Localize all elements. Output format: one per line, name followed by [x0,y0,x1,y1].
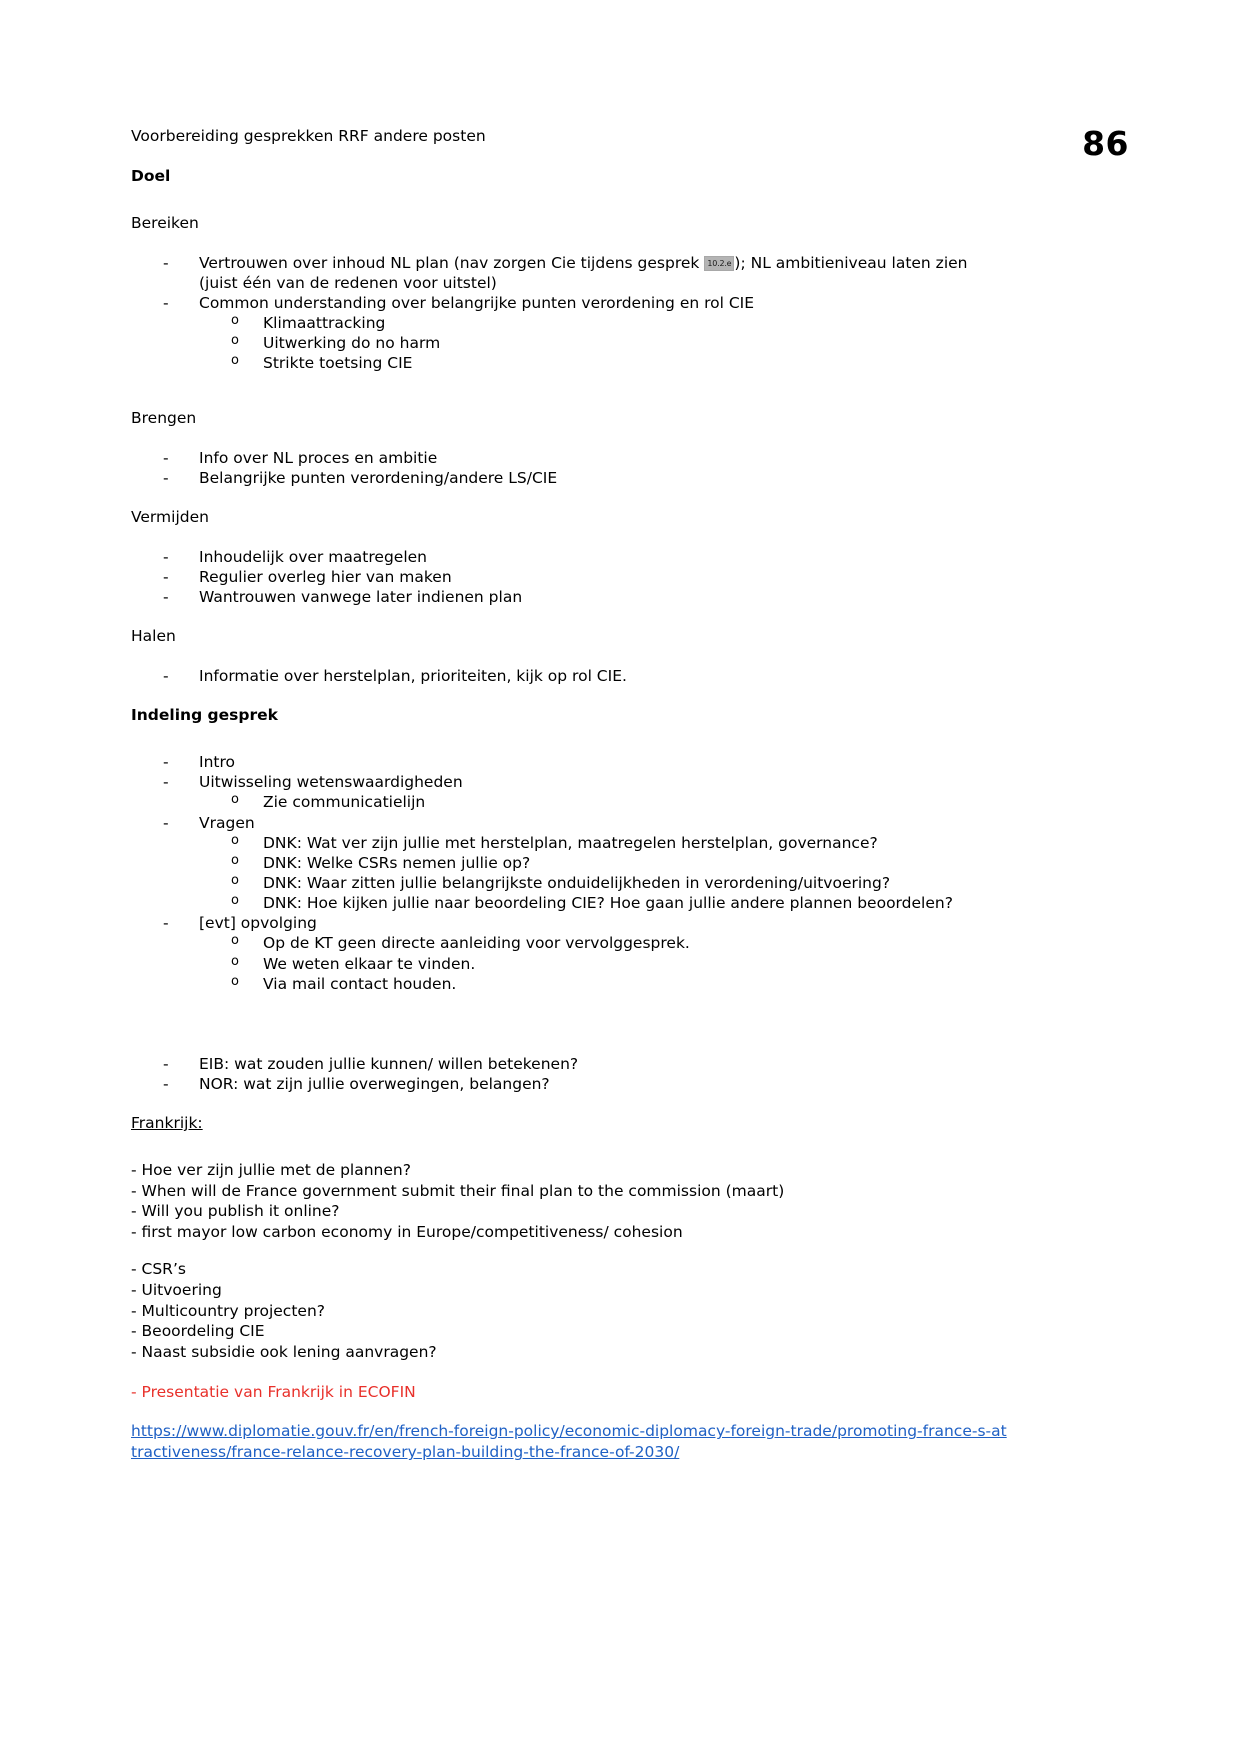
bereiken-sublist [131,313,1011,373]
dash-marker: - [163,667,169,686]
heading-frankrijk: Frankrijk: [131,1114,203,1133]
dash-marker: - [163,448,169,467]
list-item-label: Common understanding over belangrijke punten verordening en rol CIE [199,294,755,313]
list-item [131,792,1011,812]
text-line: - Will you publish it online? [131,1202,340,1221]
dash-marker: - [163,1074,169,1093]
list-item-label: Inhoudelijk over maatregelen [199,547,427,566]
dash-marker: - [163,753,169,772]
list-item [131,873,1011,893]
page-number: 86 [1082,124,1129,163]
list-item [131,587,1011,607]
list-item [131,448,1011,468]
list-item-label: Klimaattracking [263,314,386,333]
label-brengen: Brengen [131,408,197,427]
label-vermijden: Vermijden [131,507,209,526]
list-item-label: DNK: Welke CSRs nemen jullie op? [263,853,531,872]
vragen-sublist [131,833,1011,914]
list-item-label: DNK: Hoe kijken jullie naar beoordeling CIE? Hoe gaan jullie andere plannen beoordelen? [263,894,953,913]
dash-marker: - [163,294,169,313]
dash-marker: - [163,468,169,487]
tail-list [131,1054,1011,1094]
list-item-label: Uitwisseling wetenswaardigheden [199,773,463,792]
uitwisseling-sublist [131,792,1011,812]
vermijden-list [131,547,1011,607]
redaction-box: 10.2.e [704,256,734,271]
text-line: - CSR’s [131,1260,186,1279]
circle-marker: o [231,792,239,808]
text-line: - first mayor low carbon economy in Europe/competitiveness/ cohesion [131,1222,683,1241]
list-item [131,253,1011,293]
heading-doel: Doel [131,166,171,185]
circle-marker: o [231,333,239,349]
indeling-list [131,752,1011,792]
list-item-label: Intro [199,753,235,772]
list-item [131,913,1011,933]
france-recovery-plan-link[interactable]: https://www.diplomatie.gouv.fr/en/french-foreign-policy/economic-diplomacy-foreign-trade/promoting-france-s-attractiveness/france-relance-recovery-plan-building-the-france-of-2030/ [131,1422,1007,1462]
list-item [131,752,1011,772]
list-item [131,772,1011,792]
list-item-label: Belangrijke punten verordening/andere LS/CIE [199,468,558,487]
list-item-label: Strikte toetsing CIE [263,354,413,373]
text-line: - Multicountry projecten? [131,1301,325,1320]
document-body [131,126,1011,1463]
list-item-label: Zie communicatielijn [263,793,426,812]
text-line: - Hoe ver zijn jullie met de plannen? [131,1161,411,1180]
dash-marker: - [163,914,169,933]
text-line: - Uitvoering [131,1281,222,1300]
list-item [131,468,1011,488]
label-halen: Halen [131,627,176,646]
list-item-label: NOR: wat zijn jullie overwegingen, belangen? [199,1074,550,1093]
dash-marker: - [163,588,169,607]
dash-marker: - [163,1054,169,1073]
list-item-label: Uitwerking do no harm [263,334,441,353]
list-item-label: Regulier overleg hier van maken [199,567,452,586]
vragen-list [131,813,1011,833]
text-line: - When will de France government submit their final plan to the commission (maart) [131,1181,785,1200]
frankrijk-block-one [131,1160,1011,1242]
list-item-label: Wantrouwen vanwege later indienen plan [199,588,523,607]
text-line: - Naast subsidie ook lening aanvragen? [131,1342,437,1361]
list-item [131,974,1011,994]
circle-marker: o [231,852,239,868]
circle-marker: o [231,893,239,909]
circle-marker: o [231,313,239,329]
list-item [131,853,1011,873]
list-item [131,893,1011,913]
heading-indeling-gesprek: Indeling gesprek [131,706,278,725]
circle-marker: o [231,832,239,848]
list-item [131,1074,1011,1094]
list-item [131,954,1011,974]
list-item-label-tail: ); NL ambitieniveau laten zien [734,253,968,272]
list-item-label: DNK: Waar zitten jullie belangrijkste onduidelijkheden in verordening/uitvoering? [263,873,891,892]
list-item [131,567,1011,587]
list-item-label: DNK: Wat ver zijn jullie met herstelplan, maatregelen herstelplan, governance? [263,833,878,852]
list-item-label: EIB: wat zouden jullie kunnen/ willen betekenen? [199,1054,579,1073]
list-item [131,833,1011,853]
circle-marker: o [231,953,239,969]
list-item-label: Info over NL proces en ambitie [199,448,438,467]
dash-marker: - [163,773,169,792]
circle-marker: o [231,973,239,989]
list-item [131,313,1011,333]
opvolging-sublist [131,933,1011,993]
bereiken-list [131,253,1011,313]
list-item [131,353,1011,373]
list-item [131,813,1011,833]
list-item [131,293,1011,313]
presentatie-highlight: - Presentatie van Frankrijk in ECOFIN [131,1382,416,1401]
dash-marker: - [163,813,169,832]
brengen-list [131,448,1011,488]
list-item [131,1054,1011,1074]
list-item [131,666,1011,686]
opvolging-list [131,913,1011,933]
circle-marker: o [231,872,239,888]
list-item [131,333,1011,353]
circle-marker: o [231,353,239,369]
frankrijk-block-two [131,1259,1011,1362]
list-item-label: Vragen [199,813,255,832]
list-item-label: [evt] opvolging [199,914,317,933]
list-item-label: Op de KT geen directe aanleiding voor vervolggesprek. [263,934,690,953]
list-item-label: Vertrouwen over inhoud NL plan (nav zorgen Cie tijdens gesprek [199,253,705,272]
halen-list [131,666,1011,686]
dash-marker: - [163,567,169,586]
list-item-label: Informatie over herstelplan, prioriteiten, kijk op rol CIE. [199,667,627,686]
circle-marker: o [231,933,239,949]
list-item-continuation: (juist één van de redenen voor uitstel) [199,273,497,292]
document-title: Voorbereiding gesprekken RRF andere posten [131,127,486,145]
text-line: - Beoordeling CIE [131,1322,265,1341]
label-bereiken: Bereiken [131,213,199,232]
dash-marker: - [163,547,169,566]
list-item-label: We weten elkaar te vinden. [263,954,476,973]
list-item-label: Via mail contact houden. [263,974,457,993]
list-item [131,547,1011,567]
list-item [131,933,1011,953]
dash-marker: - [163,253,169,272]
